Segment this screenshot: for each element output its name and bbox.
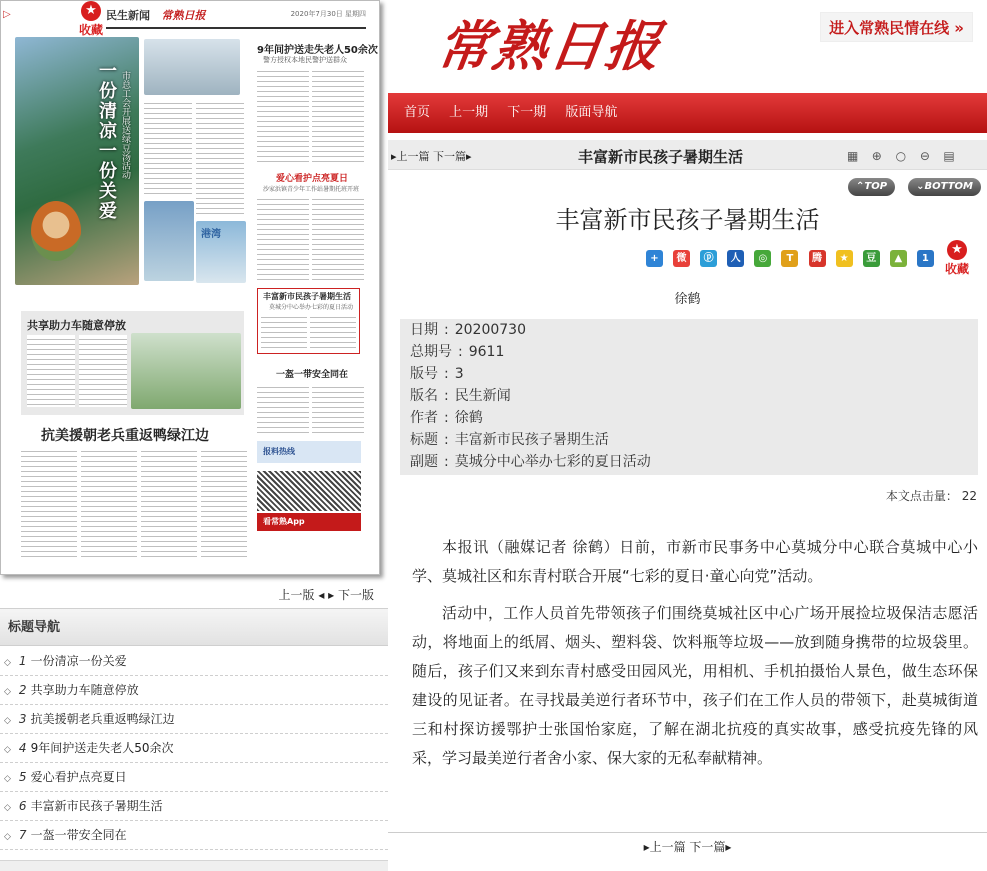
share-douban-icon[interactable]: 豆 [863,250,880,267]
np-logo: 常熟日报 [161,9,206,22]
topic-num: 5 [18,770,27,784]
np-text-col-3 [257,67,309,163]
np-text-col-4 [312,67,364,163]
meta-label: 日期 [410,322,438,338]
masthead [388,0,987,92]
article-pager[interactable]: ▸上一篇 下一篇▸ [391,150,472,163]
meta-sep: : [444,410,449,426]
collect-button-right[interactable] [945,240,969,277]
np-section-name: 民生新闻 [106,9,150,22]
topic-nav-title: 标题导航 [0,608,388,646]
collect-button-left[interactable] [77,1,105,38]
scroll-buttons [840,174,981,196]
nav-next-issue[interactable]: 下一期 [507,105,547,120]
topic-num: 7 [18,828,27,842]
np-app-label: 看常熟App [263,517,305,526]
meta-sep: : [458,344,463,360]
bottom-label: BOTTOM [924,181,973,192]
np-right-top-headline: 9年间护送走失老人50余次 [257,45,378,56]
share-qzone-icon[interactable]: ⓟ [700,250,717,267]
copy-icon[interactable]: ▦ [846,149,859,163]
article-title: 丰富新市民孩子暑期生活 [555,206,820,234]
topic-title[interactable]: 共享助力车随意停放 [30,683,139,697]
list-item[interactable] [0,705,388,734]
meta-label: 版号 [410,366,438,382]
topic-num: 1 [18,654,27,668]
top-arrow-icon: ⌃ [856,181,865,192]
meta-label: 标题 [410,432,438,448]
topic-num: 6 [18,799,27,813]
diamond-icon: ◇ [4,803,11,813]
list-item[interactable] [0,734,388,763]
topic-title[interactable]: 爱心看护点亮夏日 [30,770,127,784]
share-renren-icon[interactable]: 人 [727,250,744,267]
diamond-icon: ◇ [4,832,11,842]
share-plus-icon[interactable]: + [646,250,663,267]
np-qr-area [257,471,361,511]
np-text-col-10 [79,335,127,407]
meta-row [400,363,978,385]
topic-num: 4 [18,741,27,755]
np-bike-photo [131,333,241,409]
meta-row [400,407,978,429]
author-line: 徐鹤 [674,292,701,307]
np-ad-label: 报料热线 [263,447,295,456]
bottom-button[interactable] [908,178,981,196]
hit-count-value: 22 [961,489,977,503]
meta-label: 版名 [410,388,438,404]
np-mid-right-headline: 爱心看护点亮夏日 [276,174,349,184]
article-toolbar [388,140,987,170]
collect-label: 收藏 [78,23,103,37]
np-highlight-sub: 莫城分中心举办七彩的夏日活动 [269,304,354,311]
left-bottom-strip [0,860,388,871]
np-safety-headline: 一盔一带安全同在 [276,370,349,380]
article-tools [842,145,957,164]
share-wechat-icon[interactable]: ◎ [754,250,771,267]
np-text-col-6 [312,195,364,283]
share-weibo-icon[interactable]: 微 [673,250,690,267]
np-main-sub: 市总工会开展送绿豆汤活动 [120,71,130,179]
meta-value: 徐鹤 [454,410,483,426]
np-photo-worker [31,201,81,261]
share-kaixin-icon[interactable]: T [781,250,798,267]
topic-num: 3 [18,712,27,726]
nav-prev-issue[interactable]: 上一期 [449,105,489,120]
topic-num: 2 [18,683,27,697]
list-item[interactable] [0,676,388,705]
list-item[interactable] [0,821,388,850]
np-main-headline: 一份清凉一份关爱 [96,61,117,221]
zoom-out-icon[interactable]: ⊖ [919,149,930,163]
meta-value: 丰富新市民孩子暑期生活 [454,432,609,448]
meta-label: 作者 [410,410,438,426]
hit-count [886,487,977,504]
meta-row [400,385,978,407]
newspaper-header [106,7,366,29]
share-star-icon[interactable]: ★ [836,250,853,267]
bottom-arrow-icon: ⌄ [916,181,925,192]
meta-value: 民生新闻 [454,388,511,404]
share-row [641,240,969,277]
star-icon: ★ [947,240,967,260]
meta-value: 9611 [468,344,505,360]
article-body [412,533,978,781]
np-text-col-16 [201,447,247,557]
np-text-col-14 [81,447,137,557]
diamond-icon: ◇ [4,687,11,697]
topic-title[interactable]: 9年间护送走失老人50余次 [30,741,174,755]
page-pager[interactable]: 上一版 ◂ ▸ 下一版 [278,588,374,602]
np-mid-right-sub: 沙家浜镇青少年工作站暑期托班开班 [263,186,360,193]
enter-minqing-link[interactable]: 进入常熟民情在线 » [820,12,973,42]
share-taobao-icon[interactable]: ▲ [890,250,907,267]
np-veteran-headline: 抗美援朝老兵重返鸭绿江边 [41,428,209,444]
meta-row [400,341,978,363]
expand-arrow-icon[interactable]: ▷ [3,9,11,20]
meta-value: 莫城分中心举办七彩的夏日活动 [454,454,651,470]
main-nav [388,93,987,133]
newspaper-page-thumbnail[interactable] [0,0,380,575]
meta-sep: : [444,366,449,382]
share-tqq-icon[interactable]: 腾 [809,250,826,267]
meta-value: 20200730 [454,322,526,338]
np-right-top-sub: 警方授权本地民警护送群众 [263,56,347,64]
meta-row [400,451,978,473]
diamond-icon: ◇ [4,716,11,726]
np-text-col-13 [21,447,77,557]
article-panel [388,0,987,871]
footer-pager[interactable]: ▸上一篇 下一篇▸ [388,832,987,862]
meta-sep: : [444,454,449,470]
list-item[interactable] [0,647,388,676]
np-text-col-11 [257,383,309,435]
diamond-icon: ◇ [4,774,11,784]
meta-sep: : [444,388,449,404]
np-photo-3 [144,201,194,281]
meta-sep: : [444,322,449,338]
diamond-icon: ◇ [4,745,11,755]
np-text-col-8 [310,313,356,351]
zoom-reset-icon[interactable]: ○ [895,149,907,163]
topic-title[interactable]: 丰富新市民孩子暑期生活 [30,799,163,813]
hit-count-label: 本文点击量： [885,489,958,503]
np-text-col-12 [312,383,364,435]
share-count-icon[interactable]: 1 [917,250,934,267]
np-photo-2 [144,39,240,95]
nav-home[interactable]: 首页 [404,105,431,120]
diamond-icon: ◇ [4,658,11,668]
meta-sep: : [444,432,449,448]
article-paragraph: 活动中，工作人员首先带领孩子们围绕莫城社区中心广场开展捡垃圾保洁志愿活动，将地面上的纸屑、烟头、塑料袋、饮料瓶等垃圾——放到随身携带的垃圾袋里。随后，孩子们又来到东青村感受田园风光，用相机、手机拍摄怡人景色，做生态环保建设的见证者。在寻找最美逆行者环节中，孩子们在工作人员的带领下，赴莫城街道三和村探访援鄂护士张国怡家庭，了解在湖北抗疫的真实故事，感受抗疫先锋的风采，学习最美逆行者舍小家、保大家的无私奉献精神。 [412,604,978,767]
np-small-label: 港湾 [201,229,221,240]
np-text-col-15 [141,447,197,557]
meta-row [400,429,978,451]
article-paragraph: 本报讯（融媒记者 徐鹤）日前，市新市民事务中心莫城分中心联合莫城中心小学、莫城社区和东青村联合开展“七彩的夏日·童心向党”活动。 [412,538,978,585]
left-panel [0,0,388,871]
np-text-col-7 [261,313,307,351]
topic-title[interactable]: 一盔一带安全同在 [30,828,127,842]
site-logo[interactable]: 常熟日报 [433,14,667,78]
np-text-col-9 [27,335,75,407]
topic-title[interactable]: 一份清凉一份关爱 [30,654,127,668]
star-icon: ★ [81,1,101,21]
meta-row [400,319,978,341]
np-text-col-2 [196,99,244,217]
np-text-col-5 [257,195,309,283]
top-button[interactable] [848,178,895,196]
zoom-in-icon[interactable]: ⊕ [871,149,882,163]
topic-list [0,647,388,850]
print-icon[interactable]: ▤ [943,149,955,163]
np-highlight-headline: 丰富新市民孩子暑期生活 [263,292,351,301]
meta-label: 总期号 [410,344,452,360]
np-share-bike-headline: 共享助力车随意停放 [27,319,126,332]
topic-title[interactable]: 抗美援朝老兵重返鸭绿江边 [30,712,175,726]
np-text-col-1 [144,99,192,197]
article-bar-title: 丰富新市民孩子暑期生活 [578,148,744,166]
top-label: TOP [864,181,888,192]
np-date: 2020年7月30日 星期四 [290,10,366,18]
meta-label: 副题 [410,454,438,470]
meta-value: 3 [454,366,464,382]
list-item[interactable] [0,792,388,821]
list-item[interactable] [0,763,388,792]
nav-page-nav[interactable]: 版面导航 [565,105,618,120]
article-meta [400,319,978,475]
collect-label: 收藏 [944,262,969,276]
